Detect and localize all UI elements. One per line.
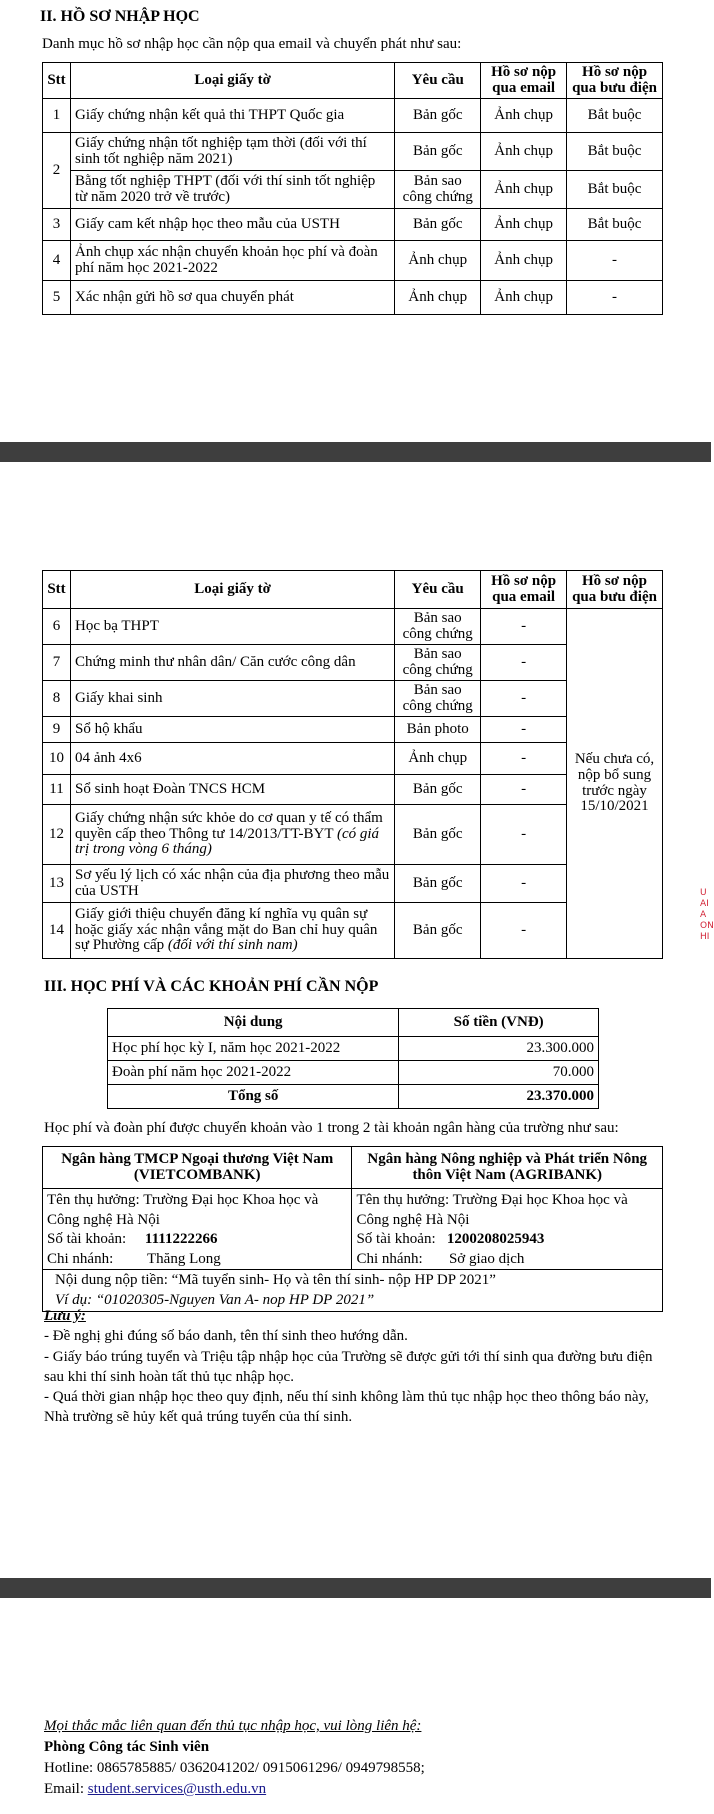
vietcombank-account: 1111222266 bbox=[144, 1231, 218, 1247]
document-page-1 bbox=[0, 0, 711, 442]
section-2-intro: Danh mục hồ sơ nhập học cần nộp qua email và chuyển phát như sau: bbox=[42, 36, 462, 52]
fee-header-content: Nội dung bbox=[108, 1009, 399, 1037]
table-row: Đoàn phí năm học 2021-2022 70.000 bbox=[108, 1061, 599, 1085]
table-row: 10 04 ảnh 4x6 Ảnh chụp - bbox=[43, 743, 663, 775]
table-row: 9 Sổ hộ khẩu Bản photo - bbox=[43, 717, 663, 743]
table-row: 7 Chứng minh thư nhân dân/ Căn cước công dân Bản sao công chứng - bbox=[43, 645, 663, 681]
header-stt: Stt bbox=[43, 63, 71, 99]
documents-table-part-2 bbox=[42, 570, 663, 959]
header-req: Yêu cầu bbox=[395, 571, 481, 609]
table-row: 14 Giấy giới thiệu chuyển đăng kí nghĩa vụ quân sự hoặc giấy xác nhận vắng mặt do Ban chỉ huy quân sự Phường cấp (đối với thí sinh nam) Bản gốc - bbox=[43, 903, 663, 959]
table-row: 5 Xác nhận gửi hồ sơ qua chuyển phát Ảnh chụp Ảnh chụp - bbox=[43, 281, 663, 315]
header-post: Hồ sơ nộp qua bưu điện bbox=[567, 571, 663, 609]
total-label: Tổng số bbox=[108, 1085, 399, 1109]
table-row: Học phí học kỳ I, năm học 2021-2022 23.300.000 bbox=[108, 1037, 599, 1061]
table-row: 4 Ảnh chụp xác nhận chuyển khoản học phí và đoàn phí năm học 2021-2022 Ảnh chụp Ảnh chụp - bbox=[43, 241, 663, 281]
contact-office: Phòng Công tác Sinh viên bbox=[44, 1739, 210, 1755]
notes-title: Lưu ý: bbox=[44, 1308, 86, 1324]
table-row: 1 Giấy chứng nhận kết quả thi THPT Quốc gia Bản gốc Ảnh chụp Bắt buộc bbox=[43, 99, 663, 133]
header-stt: Stt bbox=[43, 571, 71, 609]
contact-block: Mọi thắc mắc liên quan đến thủ tục nhập học, vui lòng liên hệ: Phòng Công tác Sinh viên Hotline: 0865785885/ 0362041202/ 0915061296/ 0949798558; Email: student.services@usth.edu.vn bbox=[44, 1718, 425, 1797]
table-row: 2 Giấy chứng nhận tốt nghiệp tạm thời (đối với thí sinh tốt nghiệp năm 2021) Bản gốc Ảnh chụp Bắt buộc bbox=[43, 133, 663, 171]
table-row: 13 Sơ yếu lý lịch có xác nhận của địa phương theo mẫu của USTH Bản gốc - bbox=[43, 865, 663, 903]
note-item: - Quá thời gian nhập học theo quy định, nếu thí sinh không làm thủ tục nhập học theo thông báo này, Nhà trường sẽ hủy kết quả trúng tuyển của thí sinh. bbox=[44, 1389, 649, 1426]
note-item: - Giấy báo trúng tuyển và Triệu tập nhập học của Trường sẽ được gửi tới thí sinh qua đường bưu điện sau khi thí sinh hoàn tất thủ tục nhập học. bbox=[44, 1348, 653, 1385]
page-separator bbox=[0, 442, 711, 462]
header-doc: Loại giấy tờ bbox=[70, 63, 394, 99]
note-item: - Đề nghị ghi đúng số báo danh, tên thí sinh theo hướng dẫn. bbox=[44, 1328, 408, 1345]
table-row: 11 Sổ sinh hoạt Đoàn TNCS HCM Bản gốc - bbox=[43, 775, 663, 805]
contact-email-link[interactable]: student.services@usth.edu.vn bbox=[87, 1781, 267, 1797]
bank-vietcombank-name: Ngân hàng TMCP Ngoại thương Việt Nam (VIETCOMBANK) bbox=[43, 1147, 352, 1189]
section-3-title: III. HỌC PHÍ VÀ CÁC KHOẢN PHÍ CẦN NỘP bbox=[44, 978, 379, 995]
table-row: 12 Giấy chứng nhận sức khỏe do cơ quan y tế có thẩm quyền cấp theo Thông tư 14/2013/TT-BYT (có giá trị trong vòng 6 tháng) Bản gốc - bbox=[43, 805, 663, 865]
total-amount: 23.370.000 bbox=[399, 1085, 599, 1109]
agribank-account: 1200208025943 bbox=[446, 1231, 545, 1247]
fees-table bbox=[107, 1008, 599, 1109]
contact-hotline: Hotline: 0865785885/ 0362041202/ 0915061296/ 0949798558; bbox=[44, 1760, 425, 1776]
header-doc: Loại giấy tờ bbox=[70, 571, 394, 609]
bank-agribank-name: Ngân hàng Nông nghiệp và Phát triển Nông thôn Việt Nam (AGRIBANK) bbox=[352, 1147, 663, 1189]
header-email: Hồ sơ nộp qua email bbox=[481, 63, 567, 99]
table-row: 8 Giấy khai sinh Bản sao công chứng - bbox=[43, 681, 663, 717]
fee-header-amount: Số tiền (VNĐ) bbox=[399, 1009, 599, 1037]
payment-example: Ví dụ: “01020305-Nguyen Van A- nop HP DP 2021” bbox=[55, 1291, 375, 1308]
section-2-title: II. HỒ SƠ NHẬP HỌC bbox=[40, 8, 200, 25]
table-row: Bằng tốt nghiệp THPT (đối với thí sinh tốt nghiệp từ năm 2020 trở về trước) Bản sao công chứng Ảnh chụp Bắt buộc bbox=[43, 171, 663, 209]
header-email: Hồ sơ nộp qua email bbox=[481, 571, 567, 609]
page-separator bbox=[0, 1578, 711, 1598]
table-row: 3 Giấy cam kết nhập học theo mẫu của USTH Bản gốc Ảnh chụp Bắt buộc bbox=[43, 209, 663, 241]
red-stamp-fragment: U AI A ON HI bbox=[700, 888, 714, 942]
post-merged-cell: Nếu chưa có, nộp bổ sung trước ngày 15/10/2021 bbox=[567, 609, 663, 959]
table-row bbox=[108, 1085, 599, 1109]
header-req: Yêu cầu bbox=[395, 63, 481, 99]
bank-accounts-table: Ngân hàng TMCP Ngoại thương Việt Nam (VIETCOMBANK) Ngân hàng Nông nghiệp và Phát triển Nông thôn Việt Nam (AGRIBANK) Tên thụ hưởng: Trường Đại học Khoa học và Công nghệ Hà Nội Số tài khoản: 1111222266 Chi nhánh: Thăng Long Tên thụ hưởng: Trường Đại học Khoa học và Công nghệ Hà Nội Số tài khoản: 1200208025943 Chi nhánh: Sở giao dịch Nội dung nộp tiền: “Mã tuyển sinh- Họ và tên thí sinh- nộp HP DP 2021” Ví dụ: “01020305-Nguyen Van A- nop HP DP 2021” bbox=[42, 1146, 663, 1312]
bank-intro: Học phí và đoàn phí được chuyển khoản vào 1 trong 2 tài khoản ngân hàng của trường như sau: bbox=[44, 1120, 619, 1136]
payment-content: Nội dung nộp tiền: “Mã tuyển sinh- Họ và tên thí sinh- nộp HP DP 2021” bbox=[55, 1272, 496, 1288]
header-post: Hồ sơ nộp qua bưu điện bbox=[567, 63, 663, 99]
table-row: 6 Học bạ THPT Bản sao công chứng - Nếu chưa có, nộp bổ sung trước ngày 15/10/2021 bbox=[43, 609, 663, 645]
notes-block bbox=[44, 1306, 666, 1428]
contact-intro: Mọi thắc mắc liên quan đến thủ tục nhập học, vui lòng liên hệ: bbox=[44, 1718, 422, 1734]
documents-table-part-1 bbox=[42, 62, 663, 315]
document-page-3 bbox=[0, 1598, 711, 1814]
